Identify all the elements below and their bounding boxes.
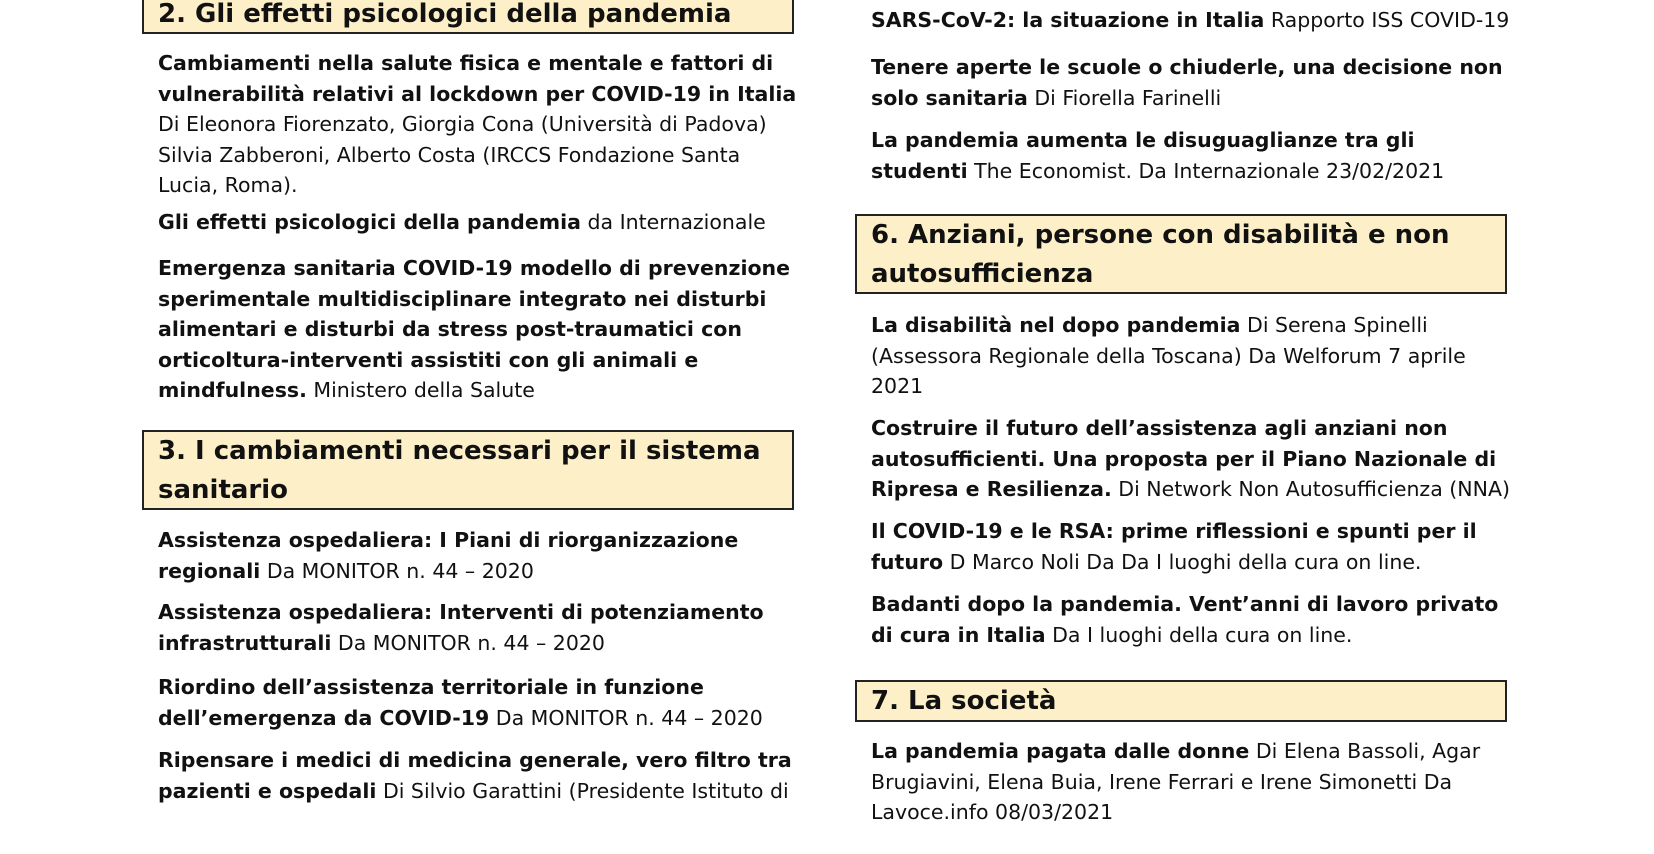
section-7-header [855,680,1507,722]
entry-title[interactable]: Assistenza ospedaliera: I Piani di riorganizzazione regionali [158,528,739,583]
list-item[interactable] [871,125,1511,186]
entry-source: Di Eleonora Fiorenzato, Giorgia Cona (Università di Padova) Silvia Zabberoni, Alberto Costa (IRCCS Fondazione Santa Lucia, Roma). [158,112,767,197]
entry-source: Da MONITOR n. 44 – 2020 [337,630,605,655]
list-item[interactable] [871,736,1511,828]
entry-source: The Economist. Da Internazionale 23/02/2021 [974,158,1445,183]
entry-title[interactable]: Costruire il futuro dell’assistenza agli anziani non autosufficienti. Una proposta per il Piano Nazionale di Ripresa e Resilienza. [871,416,1497,501]
entry-source: Da I luoghi della cura on line. [1052,622,1353,647]
section-3-title-line1: 3. I cambiamenti necessari per il sistema [158,436,761,466]
entry-source: Di Network Non Autosufficienza (NNA) [1118,477,1510,501]
list-item[interactable] [871,5,1511,36]
entry-title[interactable]: La disabilità nel dopo pandemia [871,313,1241,337]
section-2-header [142,0,794,34]
list-item[interactable] [871,516,1511,577]
entry-title[interactable]: Assistenza ospedaliera: Interventi di potenziamento infrastrutturali [158,600,764,655]
entry-title[interactable]: La pandemia aumenta le disuguaglianze tra gli studenti [871,128,1415,183]
entry-title[interactable]: Gli effetti psicologici della pandemia [158,210,581,234]
entry-title[interactable]: Ripensare i medici di medicina generale, vero filtro tra pazienti e ospedali [158,748,792,803]
entry-source: Di Elena Bassoli, Agar Brugiavini, Elena Buia, Irene Ferrari e Irene Simonetti Da Lavoce.info 08/03/2021 [871,739,1481,824]
entry-source: Da MONITOR n. 44 – 2020 [266,558,534,583]
entry-source: D Marco Noli Da Da I luoghi della cura on line. [949,549,1422,574]
list-item[interactable] [871,52,1511,113]
section-3-title-line2: sanitario [158,475,289,505]
section-6-title-line1: 6. Anziani, persone con disabilità e non [871,220,1450,250]
entry-source: Di Serena Spinelli (Assessora Regionale della Toscana) Da Welforum 7 aprile 2021 [871,313,1466,398]
entry-title[interactable]: La pandemia pagata dalle donne [871,739,1250,763]
entry-source: Di Silvio Garattini (Presidente Istituto di [382,778,789,803]
list-item[interactable] [871,310,1511,402]
entry-title[interactable]: Badanti dopo la pandemia. Vent’anni di lavoro privato di cura in Italia [871,592,1499,647]
entry-title[interactable]: Tenere aperte le scuole o chiuderle, una decisione non solo sanitaria [871,55,1503,110]
entry-title[interactable]: Cambiamenti nella salute fisica e mentale e fattori di vulnerabilità relativi al lockdown per COVID-19 in Italia [158,51,797,106]
entry-title[interactable]: Emergenza sanitaria COVID-19 modello di prevenzione sperimentale multidisciplinare integrato nei disturbi alimentari e disturbi da stress post-traumatici con orticoltura-interventi assistiti con gli animali e mindfulness. [158,256,791,402]
entry-title[interactable]: Riordino dell’assistenza territoriale in funzione dell’emergenza da COVID-19 [158,675,704,730]
section-3-header [142,430,794,510]
list-item[interactable] [158,745,798,806]
list-item[interactable] [871,413,1511,505]
entry-source: Da MONITOR n. 44 – 2020 [495,705,763,730]
list-item[interactable] [158,525,798,586]
entry-title[interactable]: Il COVID-19 e le RSA: prime riflessioni e spunti per il futuro [871,519,1477,574]
list-item[interactable] [158,207,798,238]
entry-source: Ministero della Salute [313,378,535,402]
list-item[interactable] [871,589,1511,650]
entry-source: Rapporto ISS COVID-19 [1270,8,1510,32]
list-item[interactable] [158,597,798,658]
section-6-header [855,214,1507,294]
list-item[interactable] [158,48,798,201]
entry-title[interactable]: SARS-CoV-2: la situazione in Italia [871,8,1265,32]
section-2-title: 2. Gli effetti psicologici della pandemia [158,0,732,29]
entry-source: da Internazionale [587,210,766,234]
list-item[interactable] [158,672,798,733]
section-6-title-line2: autosufficienza [871,259,1094,289]
list-item[interactable] [158,253,798,406]
entry-source: Di Fiorella Farinelli [1034,85,1222,110]
section-7-title: 7. La società [871,686,1057,716]
